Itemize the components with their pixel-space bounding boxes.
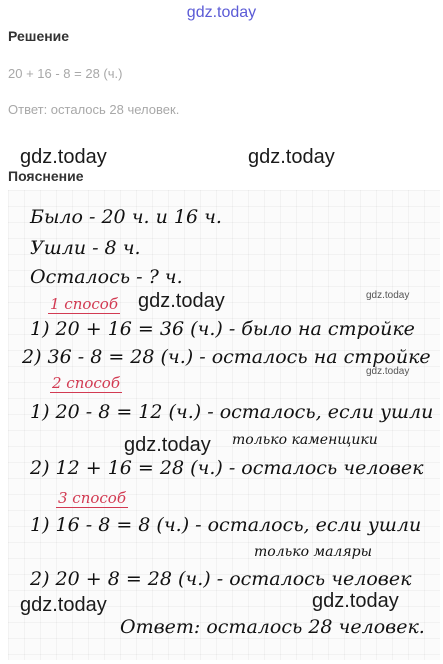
watermark-center: gdz.today [248, 146, 335, 168]
watermark-small-2: gdz.today [366, 366, 410, 377]
solution-heading: Решение [8, 28, 70, 44]
method-2-step-1-continued: только каменщики [232, 432, 378, 448]
method-1-step-1: 1) 20 + 16 = 36 (ч.) - было на стройке [30, 318, 415, 340]
watermark-bottom-right: gdz.today [312, 590, 399, 612]
watermark-m2: gdz.today [124, 434, 211, 456]
condition-line-1: Было - 20 ч. и 16 ч. [30, 206, 222, 228]
method-2-step-2: 2) 12 + 16 = 28 (ч.) - осталось человек [30, 457, 424, 479]
method-1-label: 1 способ [50, 295, 118, 313]
watermark-left: gdz.today [20, 146, 107, 168]
condition-line-2: Ушли - 8 ч. [30, 237, 141, 259]
solution-answer: Ответ: осталось 28 человек. [8, 102, 180, 117]
watermark-m1: gdz.today [138, 290, 225, 312]
method-3-step-1-continued: только маляры [254, 544, 372, 560]
watermark-bottom-left: gdz.today [20, 594, 107, 616]
method-1-step-2: 2) 36 - 8 = 28 (ч.) - осталось на стройке [22, 346, 431, 368]
method-3-step-2: 2) 20 + 8 = 28 (ч.) - осталось человек [30, 568, 412, 590]
site-watermark-top: gdz.today [186, 4, 257, 21]
explanation-heading: Пояснение [8, 168, 84, 184]
method-3-label: 3 способ [58, 489, 126, 507]
watermark-small-1: gdz.today [366, 290, 410, 301]
condition-line-3: Осталось - ? ч. [30, 266, 183, 288]
method-2-step-1: 1) 20 - 8 = 12 (ч.) - осталось, если ушли [30, 401, 434, 423]
handwritten-answer: Ответ: осталось 28 человек. [120, 616, 425, 638]
solution-expression: 20 + 16 - 8 = 28 (ч.) [8, 66, 123, 81]
method-3-step-1: 1) 16 - 8 = 8 (ч.) - осталось, если ушли [30, 514, 422, 536]
method-2-label: 2 способ [52, 374, 120, 392]
